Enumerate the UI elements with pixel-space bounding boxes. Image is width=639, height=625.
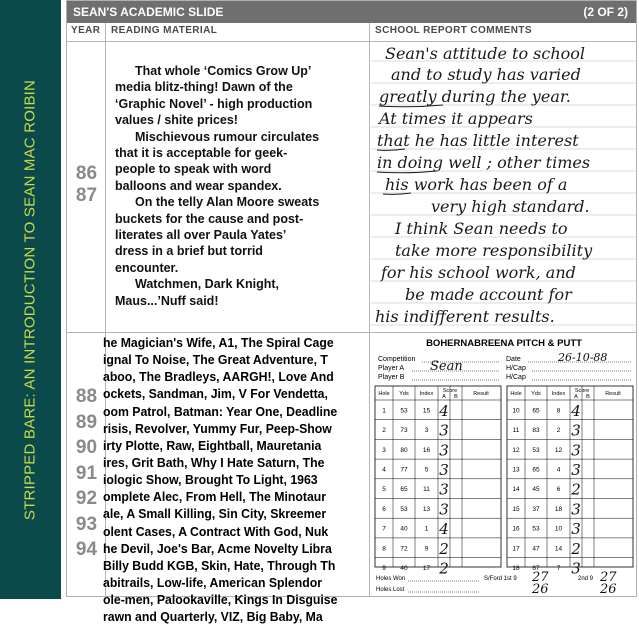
- scorecard-index: 10: [554, 525, 563, 533]
- reading-list-line: abitrails, Low-life, American Splendor: [103, 574, 322, 590]
- col-index: Index: [419, 391, 434, 397]
- page-title: SEAN'S ACADEMIC SLIDE: [73, 5, 224, 19]
- out-label: S/Ford 1st 9: [484, 576, 517, 582]
- reading-list-line: oom Patrol, Batman: Year One, Deadline: [103, 403, 338, 419]
- scorecard-yards: 65: [532, 407, 540, 415]
- handwritten-report-comment: [371, 43, 637, 329]
- scorecard-yards: 45: [532, 486, 540, 494]
- row-years: [67, 163, 106, 207]
- scorecard-index: 12: [554, 446, 563, 454]
- scorecard-yards: 77: [400, 466, 408, 474]
- scorecard-yards: 72: [400, 545, 408, 553]
- reading-list-line: ale, A Small Killing, Sin City, Skreemer: [103, 506, 327, 522]
- player-b-label: Player B: [378, 374, 405, 381]
- col-score: Score: [574, 388, 590, 394]
- pitch-and-putt-scorecard: [372, 335, 636, 597]
- player-a-value: Sean: [430, 359, 463, 374]
- reading-list-line: ignal To Noise, The Great Adventure, T: [103, 352, 328, 368]
- comment-line: for his school work, and: [381, 263, 576, 282]
- reading-paragraph: That whole ‘Comics Grow Up’ media blitz-thing! Dawn of the ‘Graphic Novel’ - high production values / shite prices!: [115, 64, 313, 128]
- scorecard-yards: 40: [400, 564, 408, 572]
- reading-list-line: omplete Alec, From Hell, The Minotaur: [103, 489, 327, 505]
- reading-list-line: ole-men, Palookaville, Kings In Disguise: [103, 592, 338, 608]
- reading-list-line: ires, Grit Bath, Why I Hate Saturn, The: [103, 454, 325, 470]
- scorecard-score: 3: [571, 500, 581, 519]
- column-header-comments: SCHOOL REPORT COMMENTS: [375, 25, 532, 36]
- sidebar-title: STRIPPED BARE: AN INTRODUCTION TO SEAN MAC ROIBIN: [21, 79, 39, 521]
- col-result: Result: [473, 391, 489, 397]
- scorecard-score: 2: [439, 559, 449, 578]
- reading-paragraph: On the telly Alan Moore sweats buckets for the cause and post-literates all over Paula Yates’ dress in a brief but torrid encounter.: [115, 195, 320, 275]
- holes-won-label: Holes Won: [376, 576, 406, 582]
- scorecard-hole: 13: [512, 466, 520, 474]
- scorecard-score: 3: [571, 460, 581, 479]
- scorecard-yards: 40: [400, 525, 408, 533]
- scorecard-index: 17: [422, 564, 431, 572]
- comment-line: that he has little interest: [377, 131, 579, 150]
- col-score: Score: [442, 388, 458, 394]
- scorecard-index: 9: [424, 545, 429, 553]
- col-hole: Hole: [510, 391, 522, 397]
- scorecard-score: 3: [571, 520, 581, 539]
- scorecard-yards: 53: [532, 446, 540, 454]
- year-label: 89: [75, 411, 98, 433]
- scorecard-index: 2: [556, 427, 561, 435]
- competition-label: Competition: [378, 356, 416, 363]
- reading-paragraph: Watchmen, Dark Knight, Maus...’Nuff said!: [115, 277, 279, 308]
- scorecard-hole: 16: [512, 525, 520, 533]
- scorecard-hole: 6: [382, 505, 386, 513]
- scorecard-score: 3: [571, 421, 581, 440]
- scorecard-index: 13: [422, 505, 431, 513]
- date-value: 26-10-88: [558, 351, 608, 364]
- reading-list-line: olent Cases, A Contract With God, Nuk: [103, 523, 329, 539]
- scorecard-yards: 67: [532, 564, 540, 572]
- reading-list-line: irty Plotte, Raw, Eightball, Mauretania: [103, 437, 322, 453]
- comment-line: his indifferent results.: [375, 307, 555, 326]
- hcap-label: H/Cap: [506, 374, 526, 381]
- scorecard-score: 3: [439, 500, 449, 519]
- sidebar: [0, 0, 61, 599]
- scorecard-yards: 65: [400, 486, 408, 494]
- scorecard-hole: 12: [512, 446, 520, 454]
- scorecard-yards: 80: [400, 446, 408, 454]
- comment-line: I think Sean needs to: [395, 219, 568, 238]
- scorecard-hole: 18: [512, 564, 520, 572]
- out-total: 27: [532, 570, 549, 585]
- in-total: 27: [600, 570, 617, 585]
- reading-paragraph: Mischievous rumour circulates that it is acceptable for geek-people to speak with word balloons and wear spandex.: [115, 129, 320, 193]
- scorecard-index: 11: [423, 486, 430, 494]
- comment-line: his work has been of a: [385, 175, 568, 194]
- year-label: 93: [75, 513, 98, 535]
- scorecard-yards: 53: [400, 505, 408, 513]
- title-bar: [67, 1, 636, 23]
- date-label: Date: [506, 356, 521, 363]
- comment-line: very high standard.: [431, 197, 590, 216]
- year-label: 90: [75, 437, 98, 458]
- scorecard-index: 1: [424, 525, 429, 533]
- scorecard-score: 3: [439, 460, 449, 479]
- reading-list-line: aboo, The Bradleys, AARGH!, Love And: [103, 369, 334, 385]
- scorecard-score: 4: [439, 520, 449, 539]
- reading-list-clip: [103, 334, 368, 625]
- reading-material-text: [115, 63, 320, 309]
- scorecard-index: 6: [556, 486, 561, 494]
- comment-line: be made account for: [405, 285, 572, 304]
- row-divider: [67, 332, 636, 333]
- scorecard-score: 3: [571, 559, 581, 578]
- col-a: A: [574, 394, 578, 400]
- scorecard-hole: 8: [382, 545, 386, 553]
- scorecard-hole: 1: [382, 407, 386, 415]
- in-total-second: 26: [600, 582, 617, 597]
- reading-list-line: rawn and Quarterly, VIZ, Big Baby, Ma: [103, 609, 323, 625]
- out-total-second: 26: [532, 582, 549, 597]
- scorecard-yards: 65: [532, 466, 540, 474]
- col-b: B: [586, 394, 590, 400]
- comment-line: At times it appears: [379, 109, 533, 128]
- comment-line: in doing well ; other times: [377, 153, 591, 172]
- scorecard-yards: 53: [400, 407, 408, 415]
- year-label: 88: [75, 386, 98, 407]
- scorecard-yards: 47: [532, 545, 540, 553]
- col-yds: Yds: [531, 391, 541, 397]
- col-index: Index: [551, 391, 566, 397]
- reading-list: [103, 334, 410, 625]
- year-label: 87: [75, 185, 98, 206]
- reading-list-line: ockets, Sandman, Jim, V For Vendetta,: [103, 386, 328, 402]
- reading-list-line: he Magician's Wife, A1, The Spiral Cage: [103, 335, 334, 350]
- scorecard-hole: 2: [382, 427, 386, 435]
- scorecard-hole: 10: [512, 407, 520, 415]
- col-a: A: [442, 394, 446, 400]
- scorecard-index: 3: [424, 427, 429, 435]
- header-divider: [67, 41, 636, 42]
- academic-slide-panel: [66, 0, 637, 625]
- year-label: 91: [75, 462, 98, 484]
- scorecard-score: 4: [439, 401, 449, 420]
- col-b: B: [454, 394, 458, 400]
- scorecard-title: BOHERNABREENA PITCH & PUTT: [426, 338, 582, 349]
- scorecard-hole: 7: [382, 525, 386, 533]
- holes-lost-label: Holes Lost: [376, 587, 405, 593]
- scorecard-hole: 15: [512, 505, 520, 513]
- scorecard-hole: 11: [512, 427, 520, 435]
- comment-line: Sean's attitude to school: [385, 44, 586, 63]
- reading-list-line: he Devil, Joe's Bar, Acme Novelty Libra: [103, 540, 332, 556]
- scorecard-index: 15: [422, 407, 431, 415]
- scorecard-hole: 3: [382, 446, 386, 454]
- year-label: 92: [75, 488, 98, 509]
- page-indicator: (2 OF 2): [583, 5, 628, 19]
- scorecard-index: 14: [554, 545, 563, 553]
- scorecard-yards: 73: [400, 427, 408, 435]
- scorecard-score: 2: [571, 539, 581, 558]
- scorecard-score: 3: [439, 480, 449, 499]
- comment-line: take more responsibility: [395, 241, 593, 260]
- row-years: [67, 384, 106, 563]
- scorecard-yards: 37: [532, 505, 540, 513]
- scorecard-hole: 5: [382, 486, 386, 494]
- reading-list-line: iologic Show, Brought To Light, 1963: [103, 472, 318, 488]
- year-label: 86: [75, 163, 98, 184]
- scorecard-score: 4: [571, 401, 581, 420]
- scorecard-index: 7: [556, 564, 561, 572]
- col-yds: Yds: [399, 391, 409, 397]
- scorecard-yards: 53: [532, 525, 540, 533]
- scorecard-score: 3: [571, 441, 581, 460]
- reading-list-line: Billy Budd KGB, Skin, Hate, Through Th: [103, 557, 336, 573]
- col-result: Result: [605, 391, 621, 397]
- scorecard-hole: 4: [382, 466, 386, 474]
- scorecard-yards: 83: [532, 427, 540, 435]
- scorecard-score: 2: [571, 480, 581, 499]
- comment-line: greatly during the year.: [379, 87, 571, 106]
- scorecard-hole: 14: [512, 486, 520, 494]
- player-a-label: Player A: [378, 365, 405, 372]
- in-label: 2nd 9: [578, 576, 594, 582]
- scorecard-index: 16: [422, 446, 431, 454]
- scorecard-index: 18: [554, 505, 563, 513]
- scorecard-hole: 9: [382, 564, 386, 572]
- scorecard-index: 5: [424, 466, 429, 474]
- scorecard-hole: 17: [512, 545, 520, 553]
- reading-list-line: risis, Revolver, Yummy Fur, Peep-Show: [103, 420, 332, 436]
- comment-line: and to study has varied: [391, 65, 581, 84]
- column-header-reading: READING MATERIAL: [111, 25, 218, 36]
- scorecard-index: 4: [556, 466, 561, 474]
- scorecard-score: 3: [439, 421, 449, 440]
- year-label: 94: [75, 539, 98, 560]
- column-header-year: YEAR: [71, 25, 101, 36]
- scorecard-index: 8: [556, 407, 561, 415]
- hcap-label: H/Cap: [506, 365, 526, 372]
- scorecard-score: 2: [439, 539, 449, 558]
- scorecard-score: 3: [439, 441, 449, 460]
- col-hole: Hole: [378, 391, 390, 397]
